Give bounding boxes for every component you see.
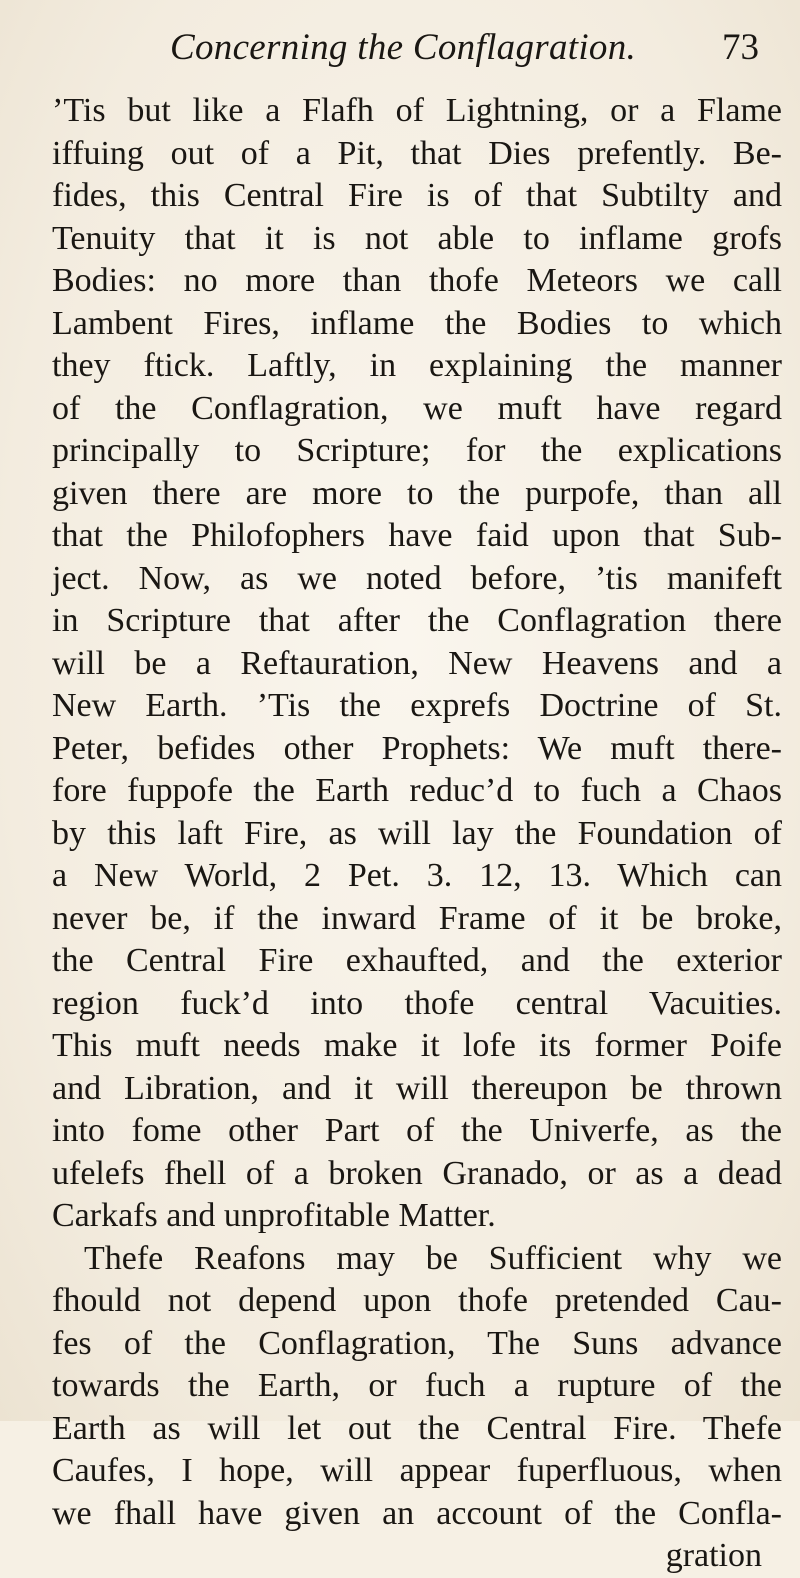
text-line: Earth as will let out the Central Fire. Thefe: [52, 1409, 782, 1447]
text-line: we fhall have given an account of the Confla-: [52, 1494, 782, 1532]
text-line: Bodies: no more than thofe Meteors we call: [52, 262, 782, 299]
text-line: principally to Scripture; for the explications: [52, 432, 782, 469]
text-line: and Libration, and it will thereupon be thrown: [52, 1069, 782, 1107]
text-line: the Central Fire exhaufted, and the exterior: [52, 942, 782, 979]
text-line: Lambent Fires, inflame the Bodies to which: [52, 304, 782, 342]
text-line: fes of the Conflagration, The Suns advance: [52, 1324, 782, 1362]
text-line: fides, this Central Fire is of that Subtilty and: [52, 177, 782, 214]
text-line: given there are more to the purpofe, than all: [52, 474, 782, 512]
text-line: region fuck’d into thofe central Vacuities.: [52, 984, 782, 1022]
page-number: 73: [722, 27, 759, 68]
page-header: [0, 12, 800, 72]
text-line: by this laft Fire, as will lay the Foundation of: [52, 814, 782, 852]
text-line: Tenuity that it is not able to inflame grofs: [52, 219, 782, 257]
text-line: a New World, 2 Pet. 3. 12, 13. Which can: [52, 857, 782, 894]
catchword: gration: [665, 1537, 762, 1574]
text-line: will be a Reftauration, New Heavens and a: [52, 644, 782, 682]
text-line: Peter, befides other Prophets: We muft there-: [52, 729, 782, 767]
text-line: towards the Earth, or fuch a rupture of the: [52, 1367, 782, 1404]
text-line: Carkafs and unprofitable Matter.: [52, 1197, 496, 1234]
text-line: they ftick. Laftly, in explaining the manner: [52, 347, 782, 384]
text-line: ufelefs fhell of a broken Granado, or as a dead: [52, 1154, 782, 1192]
text-line: never be, if the inward Frame of it be broke,: [52, 899, 782, 937]
text-line: fore fuppofe the Earth reduc’d to fuch a Chaos: [52, 772, 782, 809]
text-line: Caufes, I hope, will appear fuperfluous, when: [52, 1452, 782, 1489]
text-line: ’Tis but like a Flafh of Lightning, or a Flame: [52, 92, 782, 129]
text-line: in Scripture that after the Conflagration there: [52, 602, 782, 639]
text-line: ject. Now, as we noted before, ’tis manifeft: [52, 559, 782, 597]
text-line: into fome other Part of the Univerfe, as the: [52, 1112, 782, 1149]
text-line: Thefe Reafons may be Sufficient why we: [84, 1239, 782, 1277]
text-line: iffuing out of a Pit, that Dies prefently. Be-: [52, 134, 782, 172]
text-line: fhould not depend upon thofe pretended Cau-: [52, 1282, 782, 1319]
running-title: Concerning the Conflagration.: [170, 27, 637, 68]
text-line: that the Philofophers have faid upon that Sub-: [52, 517, 782, 554]
text-line: New Earth. ’Tis the exprefs Doctrine of St.: [52, 687, 782, 724]
text-line: This muft needs make it lofe its former Poife: [52, 1027, 782, 1064]
text-line: of the Conflagration, we muft have regard: [52, 389, 782, 427]
body-text: [52, 90, 782, 1578]
